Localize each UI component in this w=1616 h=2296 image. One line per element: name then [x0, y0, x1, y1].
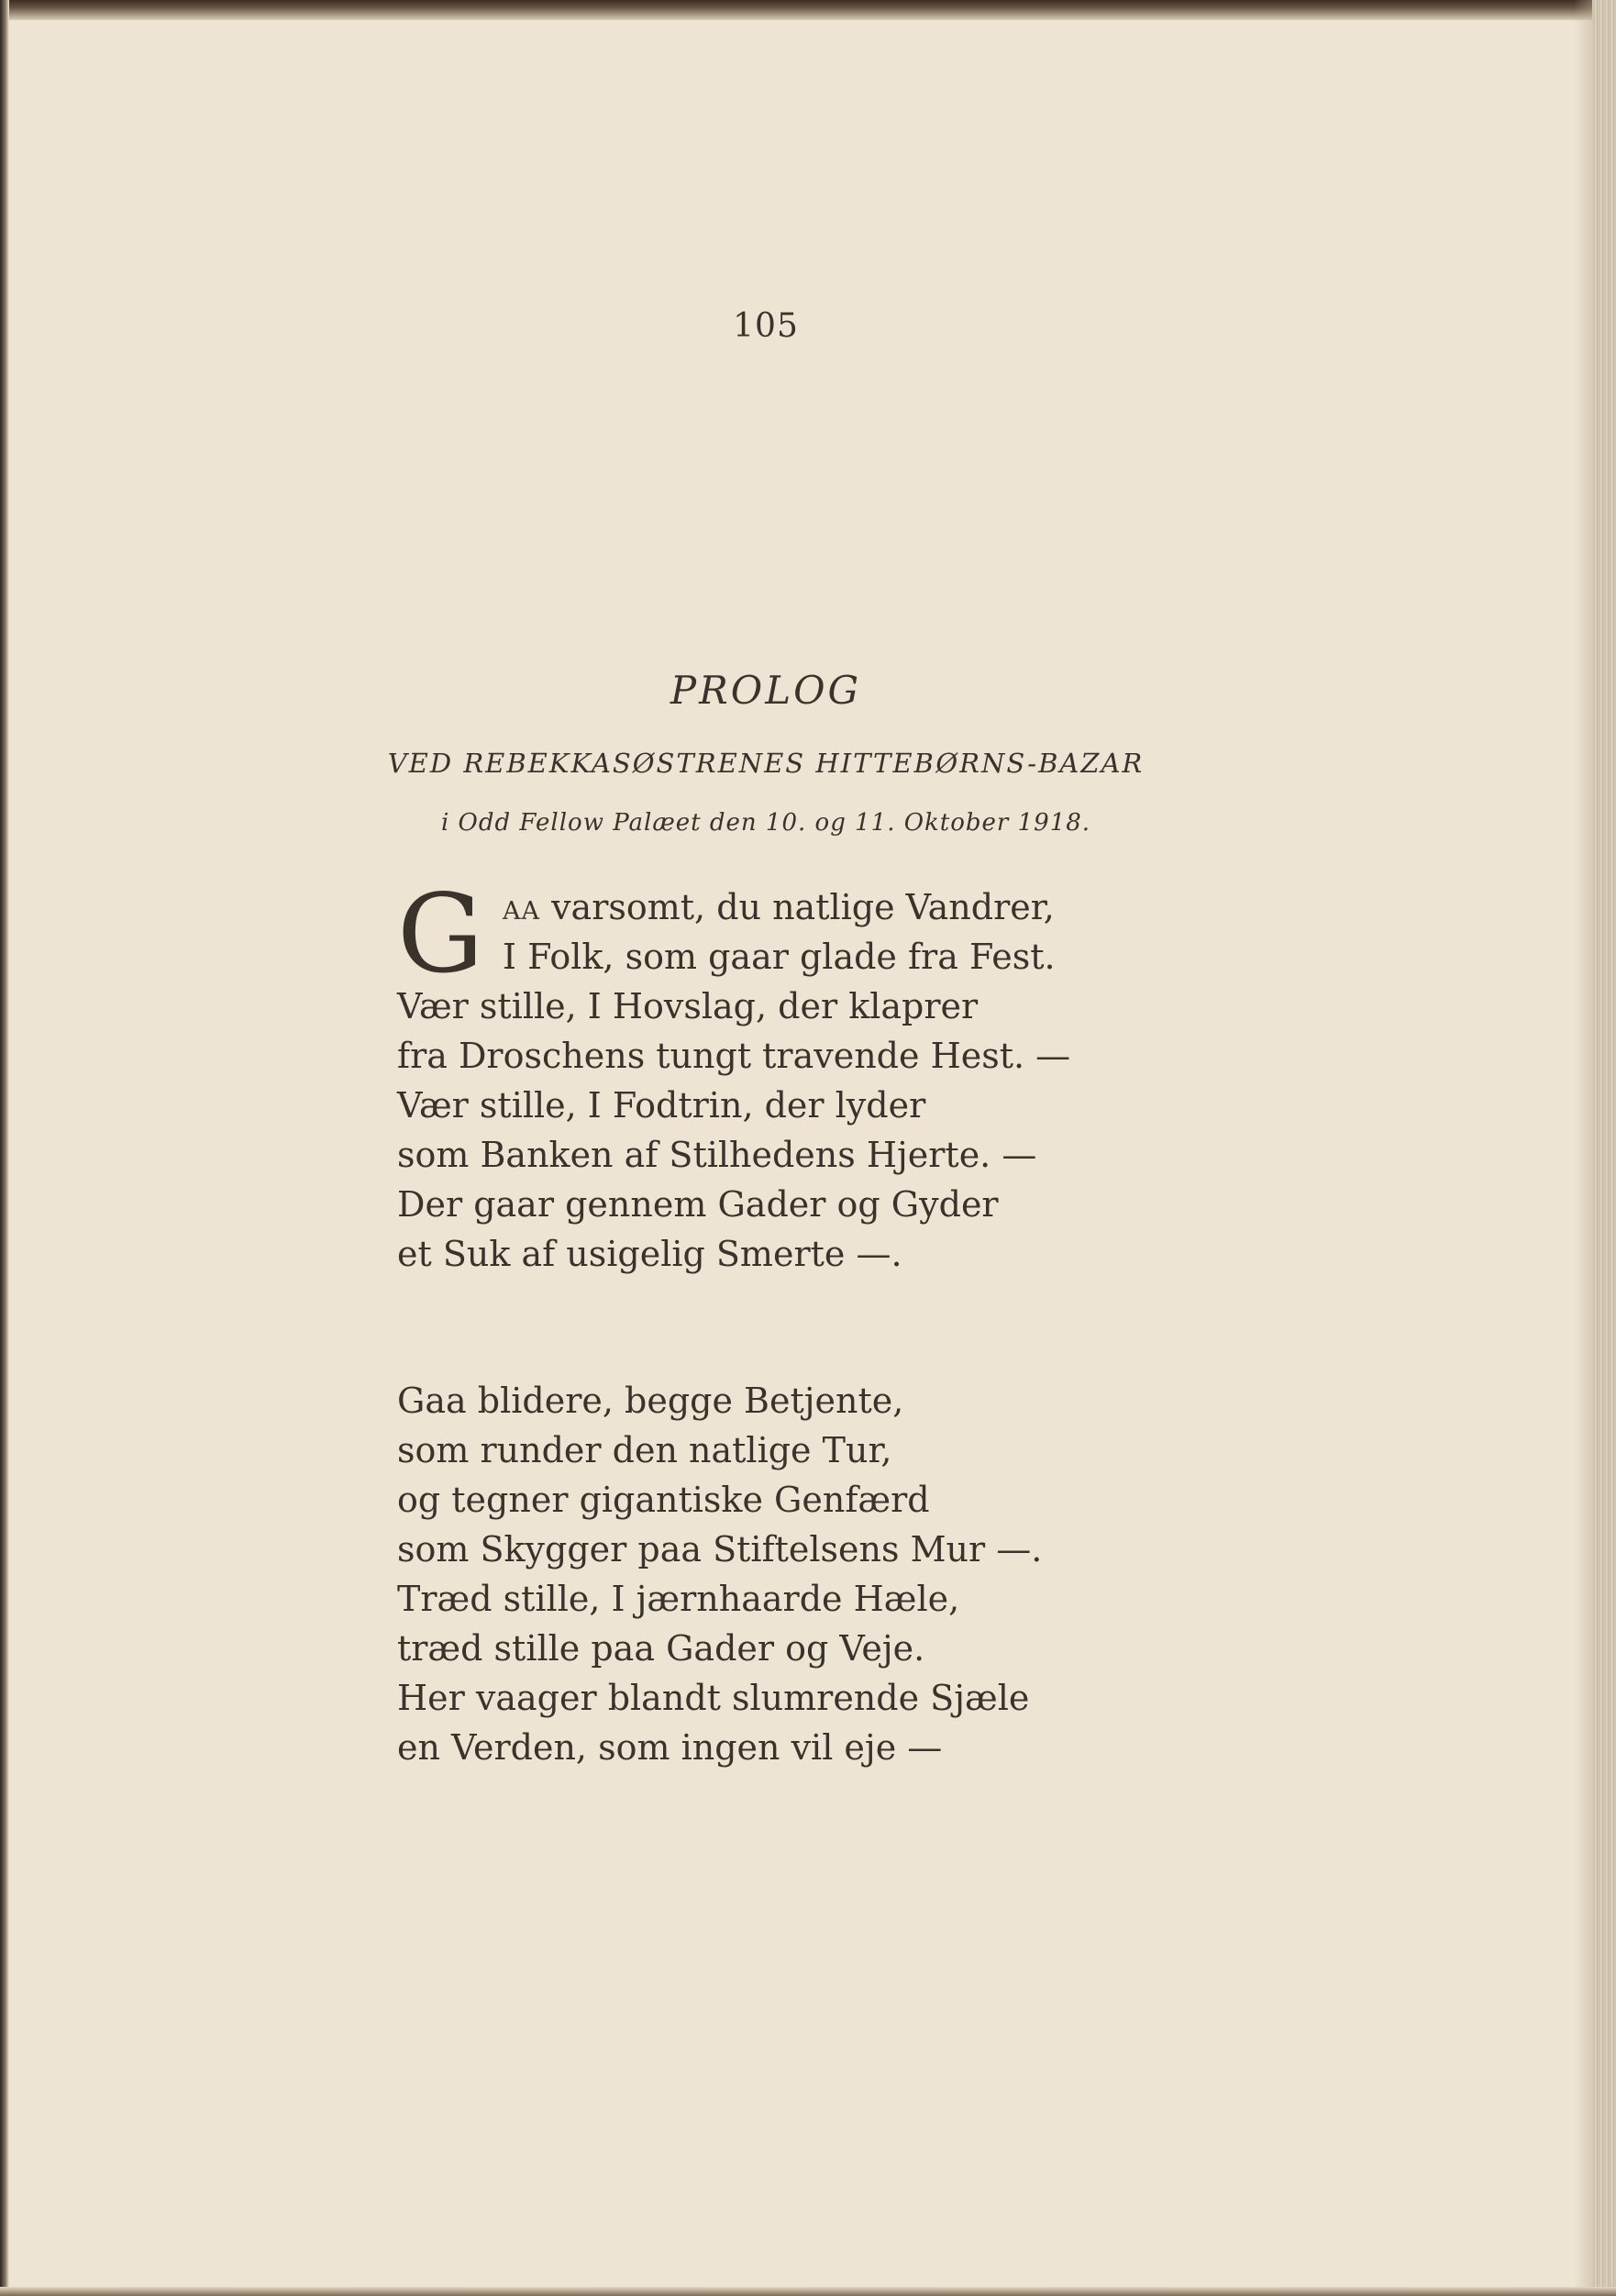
verse-line: I Folk, som gaar glade fra Fest. — [503, 937, 1056, 977]
poem-dateline: i Odd Fellow Palæet den 10. og 11. Oktober 1918. — [440, 809, 1091, 837]
verse-line: som Banken af Stilhedens Hjerte. — — [397, 1135, 1037, 1175]
verse-line: Træd stille, I jærnhaarde Hæle, — [397, 1579, 960, 1619]
small-caps-text: AA — [503, 897, 540, 926]
verse-line: som Skygger paa Stiftelsens Mur —. — [397, 1529, 1043, 1569]
verse-line: og tegner gigantiske Genfærd — [397, 1480, 930, 1520]
verse-line: en Verden, som ingen vil eje — — [397, 1727, 943, 1768]
page-fore-edge — [1592, 0, 1616, 2296]
drop-cap: G — [397, 871, 484, 997]
page-bottom-edge — [0, 2287, 1616, 2296]
verse-line: som runder den natlige Tur, — [397, 1430, 892, 1470]
verse-line — [397, 882, 1314, 932]
verse-line: et Suk af usigelig Smerte —. — [397, 1234, 902, 1274]
verse-line-text: varsomt, du natlige Vandrer, — [540, 887, 1055, 927]
verse-line: træd stille paa Gader og Veje. — [397, 1628, 925, 1669]
verse-line: Gaa blidere, begge Betjente, — [397, 1381, 904, 1421]
stanza-2 — [397, 1376, 1314, 1772]
verse-line: Vær stille, I Fodtrin, der lyder — [397, 1085, 926, 1126]
poem-title: PROLOG — [670, 668, 862, 713]
verse-line: Der gaar gennem Gader og Gyder — [397, 1184, 999, 1225]
page-top-edge — [0, 0, 1616, 20]
verse-line: Vær stille, I Hovslag, der klaprer — [397, 986, 979, 1026]
verse-line: Her vaager blandt slumrende Sjæle — [397, 1678, 1030, 1718]
page-number: 105 — [733, 307, 799, 345]
poem-subtitle: VED REBEKKASØSTRENES HITTEBØRNS-BAZAR — [387, 748, 1145, 779]
stanza-1 — [397, 871, 1314, 1279]
page-gutter-shadow — [1574, 0, 1592, 2296]
verse-line: fra Droschens tungt travende Hest. — — [397, 1036, 1071, 1076]
